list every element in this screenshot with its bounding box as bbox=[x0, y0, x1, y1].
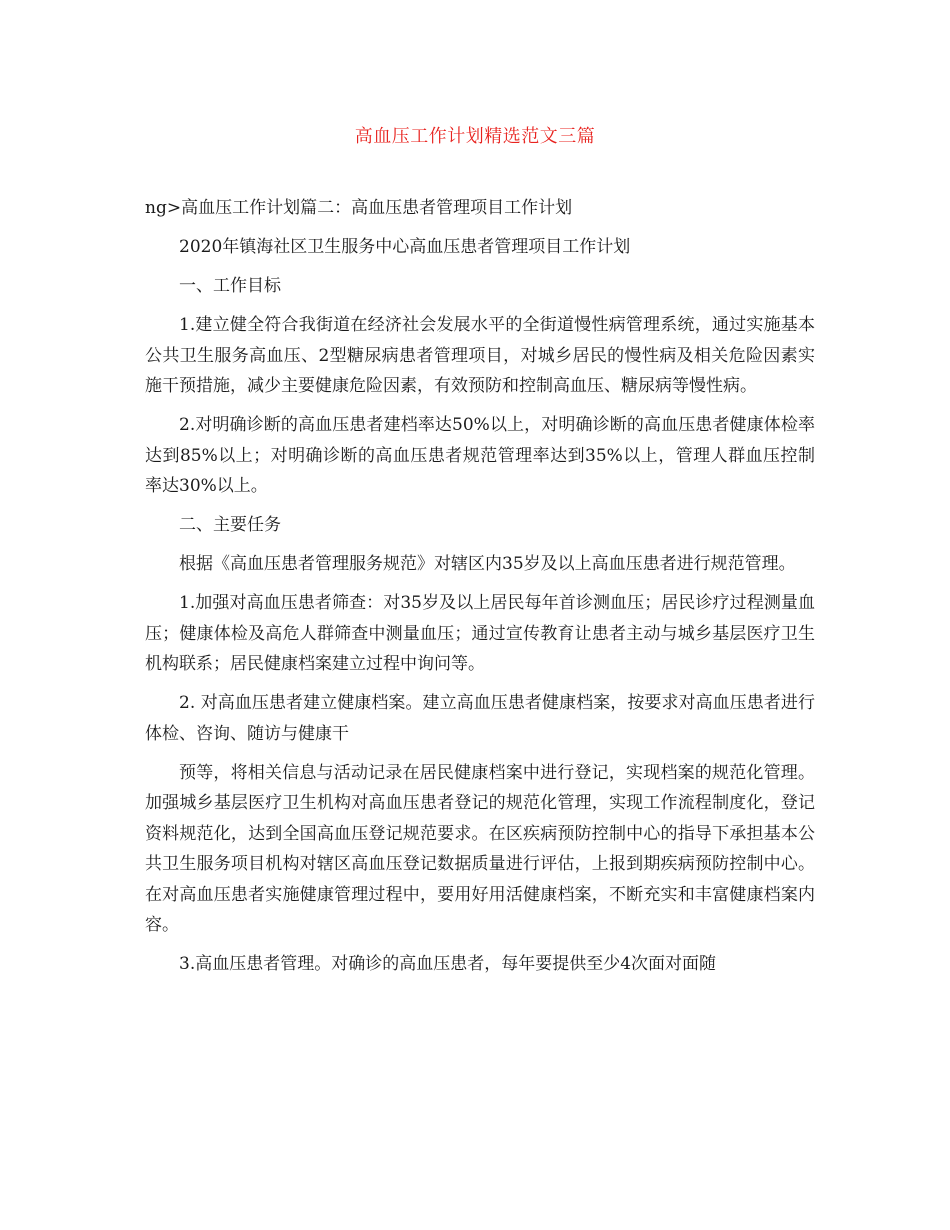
document-body bbox=[145, 193, 815, 988]
body-paragraph: 2. 对高血压患者建立健康档案。建立高血压患者健康档案，按要求对高血压患者进行体检、咨询、随访与健康干 bbox=[145, 693, 815, 744]
body-paragraph: 3.高血压患者管理。对确诊的高血压患者，每年要提供至少4次面对面随 bbox=[179, 954, 717, 974]
document-title: 高血压工作计划精选范文三篇 bbox=[354, 126, 596, 147]
body-paragraph: 1.加强对高血压患者筛查：对35岁及以上居民每年首诊测血压；居民诊疗过程测量血压；健康体检及高危人群筛查中测量血压；通过宣传教育让患者主动与城乡基层医疗卫生机构联系；居民健康档案建立过程中询问等。 bbox=[145, 593, 815, 674]
body-paragraph: 预等，将相关信息与活动记录在居民健康档案中进行登记，实现档案的规范化管理。加强城乡基层医疗卫生机构对高血压患者登记的规范化管理，实现工作流程制度化，登记资料规范化，达到全国高血压登记规范要求。在区疾病预防控制中心的指导下承担基本公共卫生服务项目机构对辖区高血压登记数据质量进行评估，上报到期疾病预防控制中心。在对高血压患者实施健康管理过程中，要用好用活健康档案，不断充实和丰富健康档案内容。 bbox=[145, 762, 815, 935]
body-paragraph: 1.建立健全符合我街道在经济社会发展水平的全街道慢性病管理系统，通过实施基本公共卫生服务高血压、2型糖尿病患者管理项目，对城乡居民的慢性病及相关危险因素实施干预措施，减少主要健康危险因素，有效预防和控制高血压、糖尿病等慢性病。 bbox=[145, 315, 815, 396]
body-paragraph: 2020年镇海社区卫生服务中心高血压患者管理项目工作计划 bbox=[179, 237, 631, 257]
body-paragraph: ng>高血压工作计划篇二：高血压患者管理项目工作计划 bbox=[145, 198, 573, 218]
body-paragraph: 二、主要任务 bbox=[179, 515, 281, 535]
body-paragraph: 2.对明确诊断的高血压患者建档率达50%以上，对明确诊断的高血压患者健康体检率达到85%以上；对明确诊断的高血压患者规范管理率达到35%以上，管理人群血压控制率达30%以上。 bbox=[145, 415, 815, 496]
body-paragraph: 根据《高血压患者管理服务规范》对辖区内35岁及以上高血压患者进行规范管理。 bbox=[179, 554, 796, 574]
body-paragraph: 一、工作目标 bbox=[179, 276, 281, 296]
